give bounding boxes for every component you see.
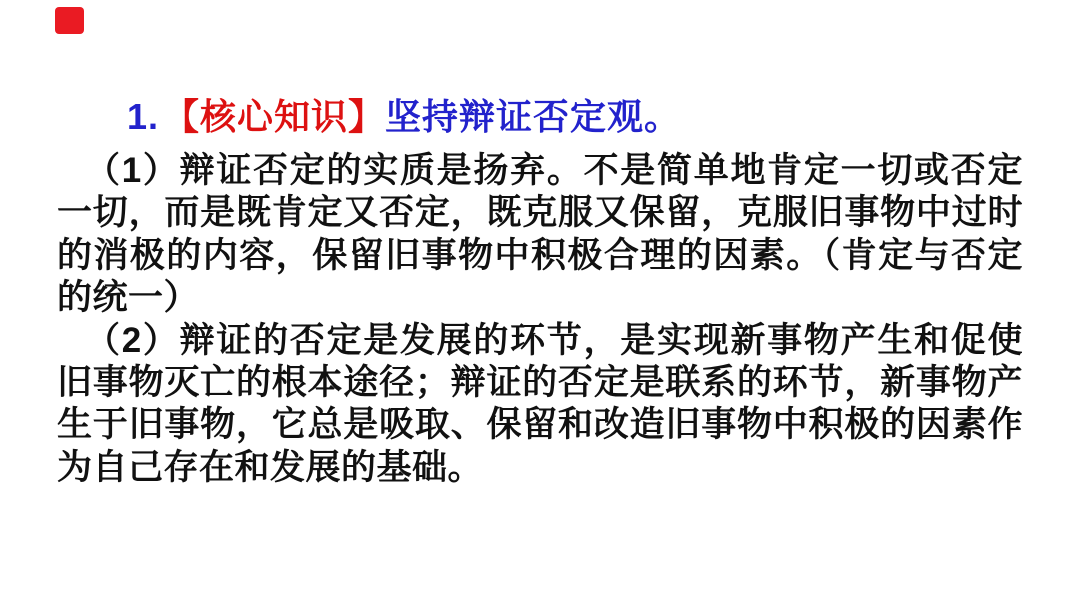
paragraph-1 bbox=[57, 150, 1023, 320]
slide-content bbox=[57, 95, 1023, 489]
text-line: 旧事物灭亡的根本途径；辩证的否定是联系的环节，新事物产 bbox=[57, 363, 1023, 403]
paragraph-2 bbox=[57, 320, 1023, 490]
title-number: 1. bbox=[127, 96, 160, 137]
text-line: 为自己存在和发展的基础。 bbox=[57, 447, 484, 487]
text-line: 的统一） bbox=[57, 278, 200, 318]
slide-title bbox=[57, 95, 1023, 139]
text-line: 的消极的内容，保留旧事物中积极合理的因素。（肯定与否定 bbox=[57, 235, 1023, 275]
text-line: （2）辩证的否定是发展的环节，是实现新事物产生和促使 bbox=[85, 320, 1023, 360]
title-highlight: 【核心知识】 bbox=[163, 96, 386, 137]
title-text: 坚持辩证否定观。 bbox=[385, 96, 682, 137]
text-line: （1）辩证否定的实质是扬弃。不是简单地肯定一切或否定 bbox=[85, 151, 1023, 190]
red-square-marker-icon bbox=[55, 7, 84, 34]
text-line: 一切，而是既肯定又否定，既克服又保留，克服旧事物中过时 bbox=[57, 193, 1023, 233]
text-line: 生于旧事物，它总是吸取、保留和改造旧事物中积极的因素作 bbox=[57, 405, 1023, 445]
